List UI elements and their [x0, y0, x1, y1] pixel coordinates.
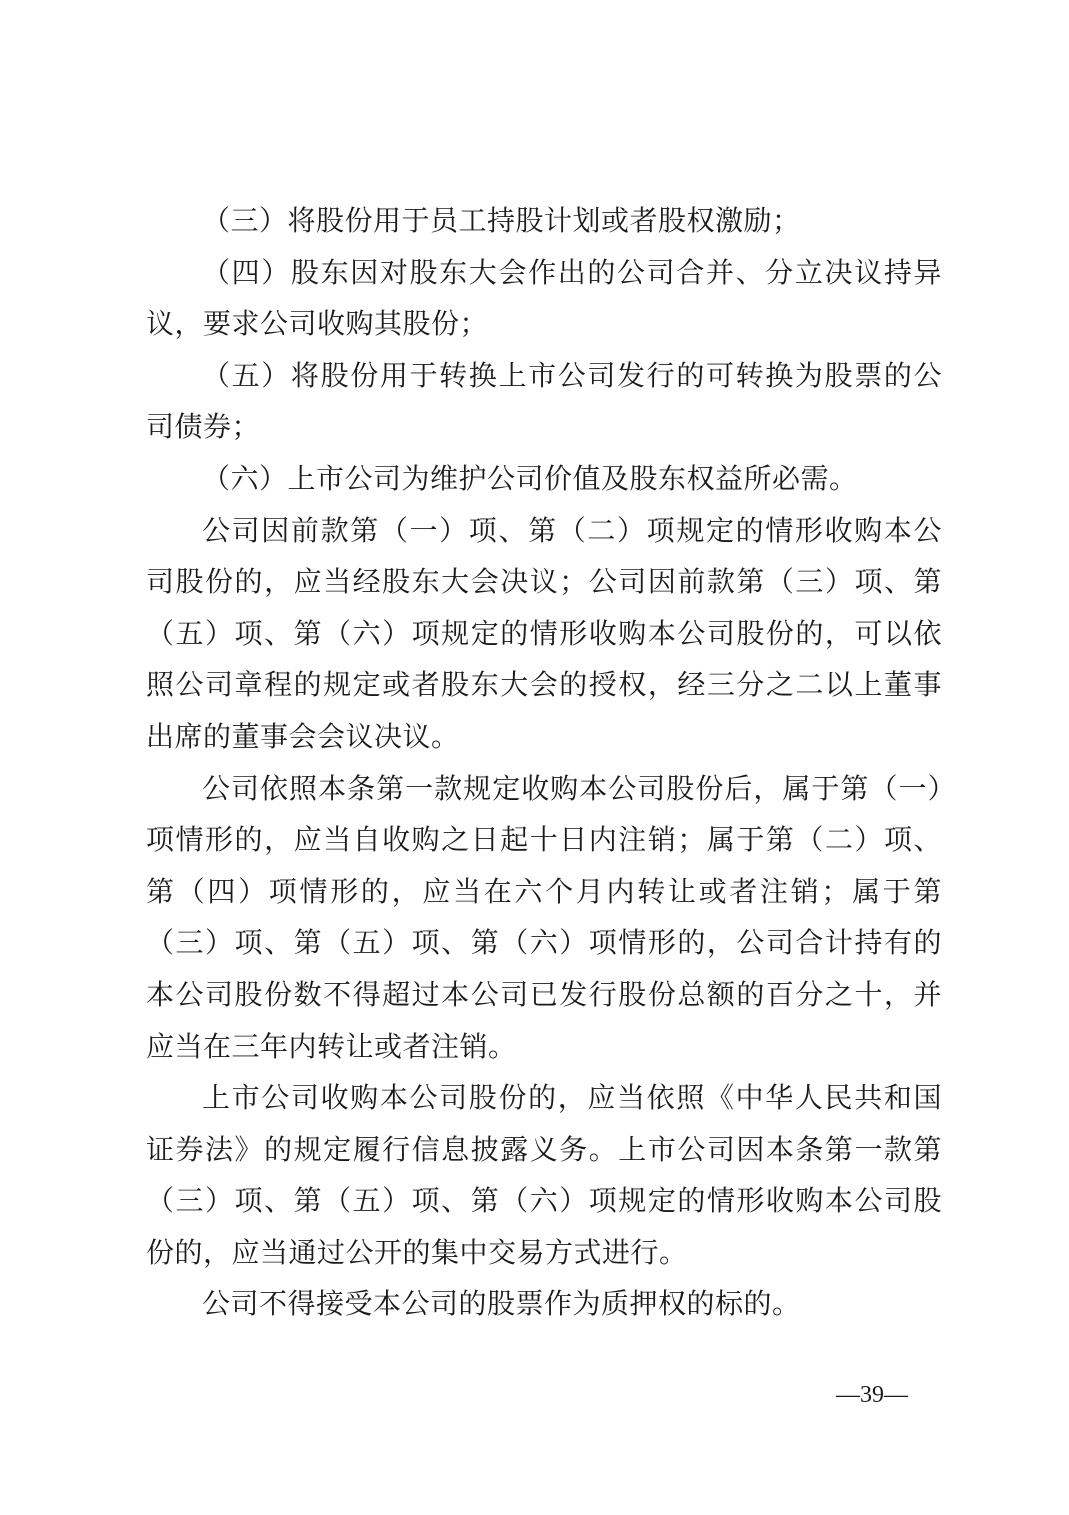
page-number: —39— [836, 1382, 908, 1408]
paragraph-cancellation: 公司依照本条第一款规定收购本公司股份后，属于第（一）项情形的，应当自收购之日起十日内注销；属于第（二）项、第（四）项情形的，应当在六个月内转让或者注销；属于第（三）项、第（五）项、第（六）项情形的，公司合计持有的本公司股份数不得超过本公司已发行股份总额的百分之十，并应当在三年内转让或者注销。 [146, 771, 942, 1063]
paragraph-item-5: （五）将股份用于转换上市公司发行的可转换为股票的公司债券； [146, 358, 942, 444]
paragraph-board-resolution: 公司因前款第（一）项、第（二）项规定的情形收购本公司股份的，应当经股东大会决议；公司因前款第（三）项、第（五）项、第（六）项规定的情形收购本公司股份的，可以依照公司章程的规定或者股东大会的授权，经三分之二以上董事出席的董事会会议决议。 [146, 513, 942, 753]
body-text [146, 195, 942, 1330]
paragraph-item-4: （四）股东因对股东大会作出的公司合并、分立决议持异议，要求公司收购其股份； [146, 255, 942, 341]
paragraph-disclosure: 上市公司收购本公司股份的，应当依照《中华人民共和国证券法》的规定履行信息披露义务。上市公司因本条第一款第（三）项、第（五）项、第（六）项规定的情形收购本公司股份的，应当通过公开的集中交易方式进行。 [146, 1081, 942, 1269]
paragraph-item-6: （六）上市公司为维护公司价值及股东权益所必需。 [202, 461, 858, 495]
paragraph-item-3: （三）将股份用于员工持股计划或者股权激励； [202, 204, 801, 237]
paragraph-pledge: 公司不得接受本公司的股票作为质押权的标的。 [202, 1287, 801, 1321]
